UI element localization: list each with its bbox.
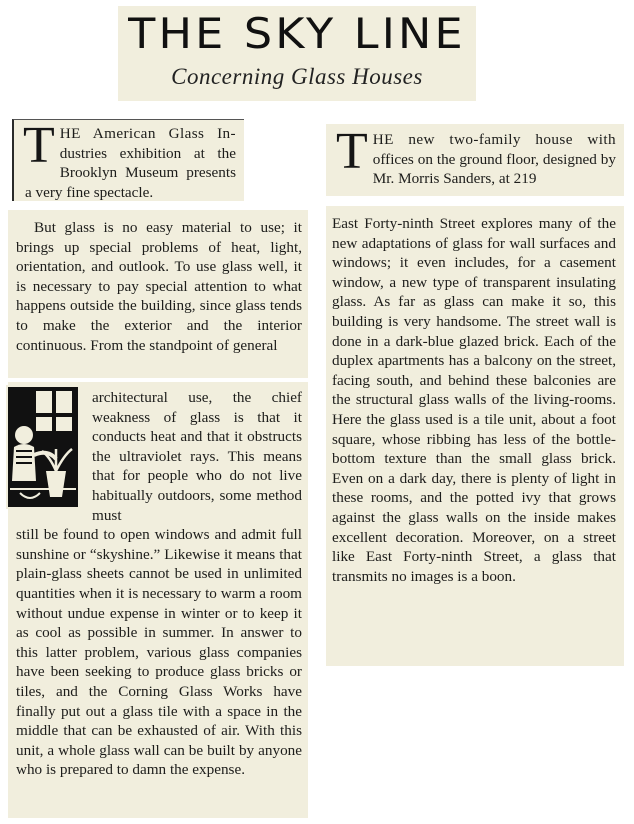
right-intro-clipping: [326, 124, 624, 196]
right-dropcap: T: [336, 123, 368, 180]
paragraph-text: But glass is no easy material to use; it brings up special problems of heat, light, orientation, and outlook. To use glass well, it is necessary to pay special attention to what happens outside the building, since glass tends to make the exterior and the interior continuous. From the standpoint of general: [16, 219, 302, 354]
paragraph-text: East Forty-ninth Street explores many of the new adaptations of glass for wall surfaces and windows; it even includes, for a casement window, a new type of transparent insulating glass. As far as glass can make it so, this building is very handsome. The street wall is done in a dark-blue glazed brick. Each of the duplex apartments has a balcony on the street, facing south, and behind these balconies are the structural glass walls of the living-rooms. Here the glass used is a tile unit, about a foot square, whose ribbing has less of the bottle-bottom texture than the small glass brick. Even on a dark day, there is plenty of light in these rooms, and the potted ivy that grows against the glass walls on the inside makes excellent decoration. Moreover, on a street like East Forty-ninth Street, a glass that transmits no images is a boon.: [332, 215, 616, 585]
right-paragraph: [326, 206, 624, 666]
masthead: [118, 6, 476, 101]
left-intro-clipping: [12, 119, 244, 201]
department-title: THE SKY LINE: [128, 9, 466, 58]
left-dropcap: T: [23, 117, 55, 174]
paragraph-beside-illustration: architectural use, the chief weakness of glass is that it conducts heat and that it obstructs the ultraviolet rays. This means that for people who do not live habitually outdoors, some method must: [92, 389, 302, 524]
right-intro-text: offices on the ground floor, designed by Mr. Morris Sanders, at 219: [372, 150, 616, 188]
right-intro-lead: HE new two-family house with: [372, 131, 616, 148]
woodcut-illustration: [6, 385, 80, 509]
paragraph-text: still be found to open windows and admit full sunshine or “skyshine.” Likewise it means that plain-glass sheets cannot be used in unlimited quantities when it is necessary to warm a room without undue expense in winter or to keep it as cool as possible in summer. In answer to this latter problem, various glass companies have been seeking to produce glass bricks or tiles, and the Corning Glass Works have finally put out a glass tile with a space in the middle that can be exhausted of air. With this unit, a whole glass wall can be built by anyone who is prepared to damn the expense.: [16, 526, 302, 779]
article-subtitle: Concerning Glass Houses: [171, 64, 423, 89]
left-intro-text: dustries exhibition at the Brooklyn Museum presents a very fine spectacle.: [25, 144, 236, 201]
left-paragraph-1: [8, 210, 308, 378]
left-intro-lead: HE American Glass In-: [59, 125, 236, 142]
